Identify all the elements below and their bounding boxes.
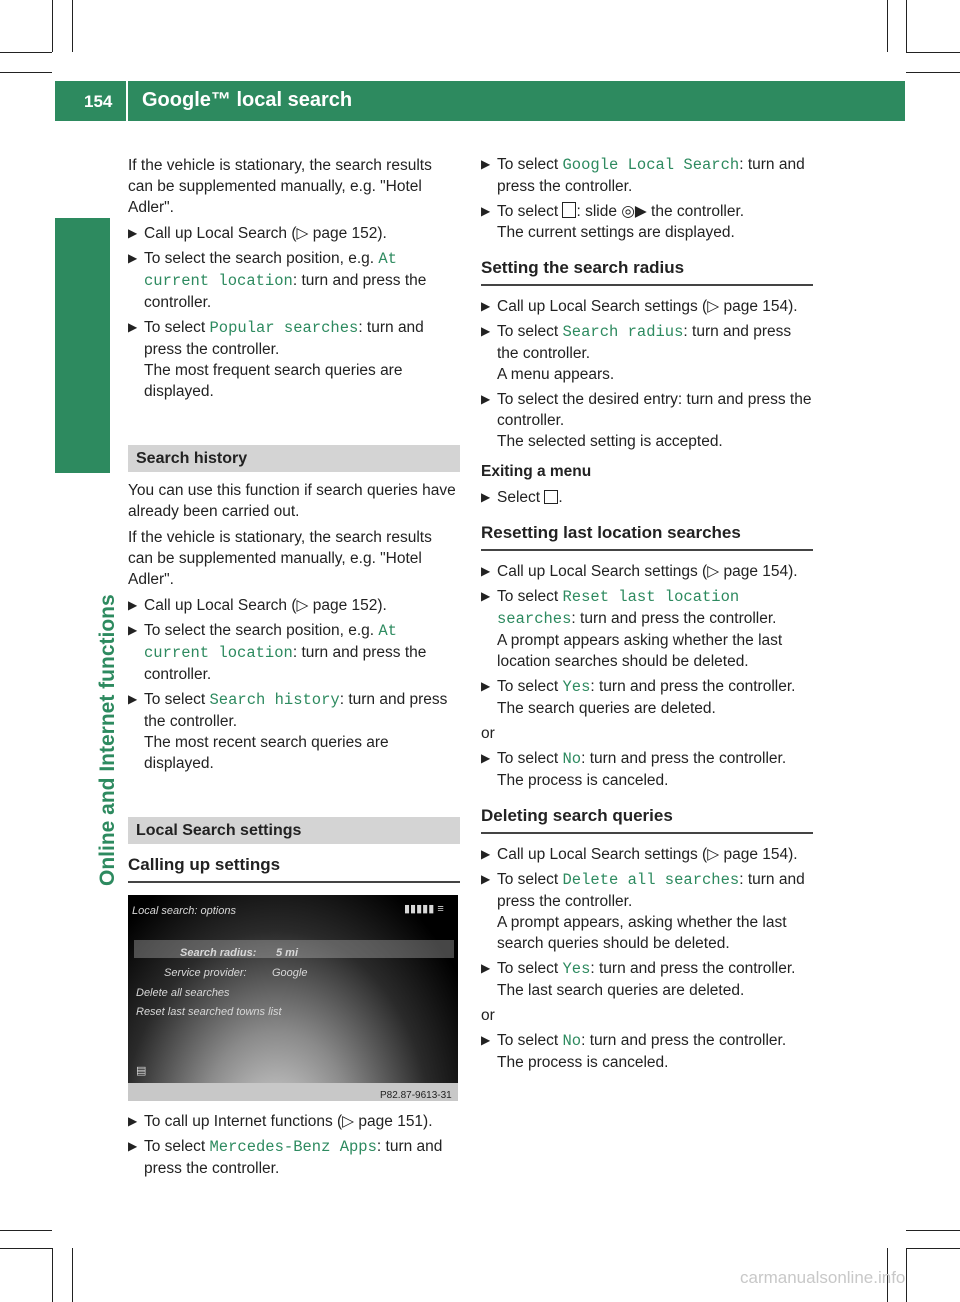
crop-mark	[72, 1248, 73, 1302]
menu-item-label: Search radius	[562, 323, 684, 341]
step-arrow-icon: ▶	[128, 692, 138, 706]
menu-item-label: Search history	[209, 691, 340, 709]
screen-row-value: 5 mi	[276, 947, 299, 959]
page-ref-icon: ▷	[707, 846, 720, 863]
crop-mark	[0, 72, 52, 73]
step: ▶ To select : slide ◎▶ the controller. The current settings are displayed.	[481, 203, 745, 241]
subsection-heading: Calling up settings	[128, 854, 460, 883]
step-arrow-icon: ▶	[481, 564, 491, 578]
step-arrow-icon: ▶	[481, 324, 491, 338]
step: ▶ To select No: turn and press the controller. The process is canceled.	[481, 750, 787, 789]
section-heading: Search history	[128, 445, 460, 472]
left-column	[128, 155, 460, 1179]
step: ▶ To select Search history: turn and press the controller. The most recent search queries are displayed.	[128, 691, 448, 772]
step-result: The search queries are deleted.	[497, 700, 716, 717]
crop-mark	[0, 1230, 52, 1231]
step-result: The last search queries are deleted.	[497, 982, 745, 999]
step-arrow-icon: ▶	[128, 320, 138, 334]
crop-mark	[887, 0, 888, 52]
step: ▶ To select Reset last location searches: turn and press the controller. A prompt appears asking whether the last location searches should be deleted.	[481, 588, 783, 670]
step-arrow-icon: ▶	[128, 598, 138, 612]
screen-code: P82.87-9613-31	[380, 1090, 452, 1101]
step-arrow-icon: ▶	[481, 490, 491, 504]
step: ▶ To select Delete all searches: turn and press the controller. A prompt appears, asking whether the last search queries should be deleted.	[481, 871, 805, 952]
step-arrow-icon: ▶	[128, 623, 138, 637]
step: ▶ To select the search position, e.g. At current location: turn and press the controller.	[128, 250, 427, 311]
menu-item-label: Google Local Search	[562, 156, 740, 174]
page-ref-icon: ▷	[707, 298, 720, 315]
menu-item-label: Mercedes-Benz Apps	[209, 1138, 377, 1156]
crop-mark	[906, 52, 960, 53]
right-column	[481, 154, 813, 1073]
step-result: The most frequent search queries are displayed.	[144, 362, 403, 400]
step-arrow-icon: ▶	[481, 589, 491, 603]
page-title: Google™ local search	[142, 89, 353, 111]
step-arrow-icon: ▶	[481, 751, 491, 765]
step-arrow-icon: ▶	[481, 157, 491, 171]
step-arrow-icon: ▶	[128, 226, 138, 240]
menu-item-label: Yes	[562, 678, 591, 696]
screen-row-label: Service provider:	[164, 967, 247, 979]
menu-item-label: At current location	[144, 250, 397, 290]
step: ▶ To select Popular searches: turn and press the controller. The most frequent search queries are displayed.	[128, 319, 424, 400]
screen-small-icon: ▤	[136, 1065, 147, 1077]
paragraph: If the vehicle is stationary, the search results can be supplemented manually, e.g. "Hotel Adler".	[128, 529, 432, 588]
step-result: The process is canceled.	[497, 1054, 669, 1071]
step: ▶ To select Google Local Search: turn and press the controller.	[481, 156, 805, 195]
section-heading: Local Search settings	[128, 817, 460, 844]
crop-mark	[906, 1230, 960, 1231]
menu-item-label: At current location	[144, 622, 397, 662]
step-result: The selected setting is accepted.	[497, 433, 723, 450]
step-result: The current settings are displayed.	[497, 224, 735, 241]
step: ▶ Call up Local Search settings (▷ page 154).	[481, 563, 798, 580]
screen-row: Reset last searched towns list	[136, 1006, 282, 1018]
step-arrow-icon: ▶	[481, 392, 491, 406]
screen-row-value: Google	[272, 967, 308, 979]
step-result: A prompt appears, asking whether the last search queries should be deleted.	[497, 914, 787, 952]
step: ▶ Call up Local Search (▷ page 152).	[128, 597, 387, 614]
step-arrow-icon: ▶	[481, 299, 491, 313]
menu-item-label: Yes	[562, 960, 591, 978]
page-ref-icon: ▷	[296, 225, 309, 242]
menu-item-label: Popular searches	[209, 319, 359, 337]
signal-icon: ▮▮▮▮▮ ≡	[404, 903, 444, 915]
crop-mark	[52, 0, 53, 52]
step: ▶ Call up Local Search settings (▷ page 154).	[481, 298, 798, 315]
controller-slide-icon: ◎▶	[621, 203, 647, 220]
screen-title: Local search: options	[132, 905, 236, 917]
crop-mark	[0, 1248, 52, 1249]
step: ▶ To select Search radius: turn and press the controller. A menu appears.	[481, 323, 792, 383]
chapter-tab	[55, 218, 110, 473]
crop-mark	[72, 0, 73, 52]
intro-paragraph: If the vehicle is stationary, the search results can be supplemented manually, e.g. "Hotel Adler".	[128, 157, 432, 216]
page-number: 154	[84, 92, 113, 111]
step-arrow-icon: ▶	[481, 679, 491, 693]
step-arrow-icon: ▶	[128, 1114, 138, 1128]
header-separator	[126, 81, 128, 121]
or-text: or	[481, 725, 495, 742]
paragraph: You can use this function if search queries have already been carried out.	[128, 482, 456, 520]
page-ref-icon: ▷	[342, 1113, 355, 1130]
step: ▶ To call up Internet functions (▷ page 151).	[128, 1113, 433, 1130]
page-ref-icon: ▷	[707, 563, 720, 580]
crop-mark	[906, 1248, 907, 1302]
step-arrow-icon: ▶	[481, 204, 491, 218]
step: ▶ To select No: turn and press the controller. The process is canceled.	[481, 1032, 787, 1071]
crop-mark	[906, 72, 960, 73]
crop-mark	[0, 52, 52, 53]
menu-item-label: Delete all searches	[562, 871, 740, 889]
step: ▶ Call up Local Search settings (▷ page 154).	[481, 846, 798, 863]
chapter-label: Online and Internet functions	[96, 594, 119, 886]
step: ▶ Call up Local Search (▷ page 152).	[128, 225, 387, 242]
step: ▶ To select the desired entry: turn and press the controller. The selected setting is accepted.	[481, 391, 812, 450]
step-arrow-icon: ▶	[481, 847, 491, 861]
step-arrow-icon: ▶	[128, 251, 138, 265]
subsection-heading: Resetting last location searches	[481, 522, 813, 551]
menu-item-label: No	[562, 1032, 582, 1050]
screen-row: Delete all searches	[136, 987, 230, 999]
step-result: The most recent search queries are displayed.	[144, 734, 389, 772]
step-arrow-icon: ▶	[128, 1139, 138, 1153]
settings-screenshot	[128, 895, 458, 1101]
menu-item-label: No	[562, 750, 582, 768]
options-icon	[562, 202, 576, 218]
or-text: or	[481, 1007, 495, 1024]
step: ▶ To select Yes: turn and press the controller. The search queries are deleted.	[481, 678, 796, 717]
menu-item-label: Reset last location searches	[497, 588, 740, 628]
step: ▶ To select the search position, e.g. At current location: turn and press the controller.	[128, 622, 427, 683]
step: ▶ To select Yes: turn and press the controller. The last search queries are deleted.	[481, 960, 796, 999]
crop-mark	[52, 1248, 53, 1302]
minor-heading: Exiting a menu	[481, 463, 592, 480]
screen-row-label: Search radius:	[180, 947, 257, 959]
page-ref-icon: ▷	[296, 597, 309, 614]
step-result: A prompt appears asking whether the last location searches should be deleted.	[497, 632, 783, 670]
step: ▶ To select Mercedes-Benz Apps: turn and press the controller.	[128, 1138, 443, 1177]
crop-mark	[906, 0, 907, 52]
subsection-heading: Setting the search radius	[481, 257, 813, 286]
step: ▶ Select .	[481, 489, 563, 506]
subsection-heading: Deleting search queries	[481, 805, 813, 834]
step-result: The process is canceled.	[497, 772, 669, 789]
step-result: A menu appears.	[497, 366, 615, 383]
step-arrow-icon: ▶	[481, 1033, 491, 1047]
step-arrow-icon: ▶	[481, 961, 491, 975]
back-icon	[544, 490, 558, 504]
step-arrow-icon: ▶	[481, 872, 491, 886]
crop-mark	[906, 1248, 960, 1249]
watermark: carmanualsonline.info	[740, 1268, 906, 1287]
